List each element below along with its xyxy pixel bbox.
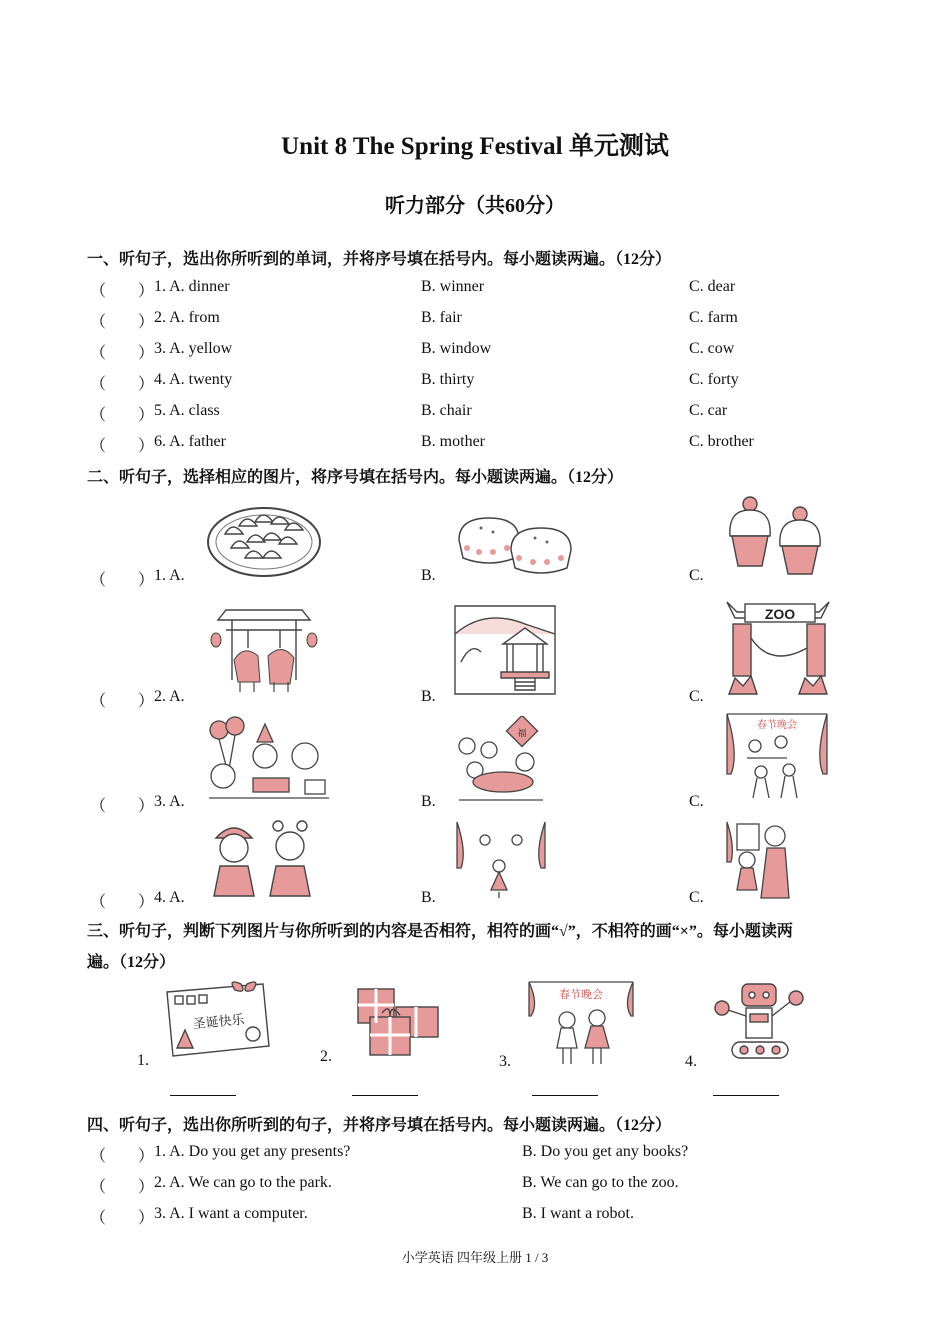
option-b: B. Do you get any books? [522,1143,689,1160]
option-b: B. chair [421,402,472,419]
zoo-sign-text: ZOO [764,606,796,622]
option-a: 3. A. I want a computer. [154,1205,308,1222]
gift-boxes-image [352,985,446,1059]
section3-heading-cont: 遍。（12分） [87,954,176,971]
option-a: 3. A. yellow [154,340,233,357]
gala-text: 春节晚会 [559,988,603,1001]
page-title: Unit 8 The Spring Festival 单元测试 [281,133,669,160]
option-a: 1. A. dinner [154,278,230,295]
option-b: B. thirty [421,371,475,388]
option-c: C. farm [689,309,738,326]
spring-gala-stage-image [725,712,829,804]
option-b: B. winner [421,278,485,295]
option-b-label: B. [421,567,436,584]
option-c: C. dear [689,278,736,295]
item-number: 4. [685,1053,697,1070]
option-c-label: C. [689,889,704,906]
option-b: B. fair [421,309,462,326]
answer-bracket[interactable]: （ ） [90,1210,155,1227]
section3-heading: 三、听句子，判断下列图片与你所听到的内容是否相符，相符的画“√”，不相符的画“×”。每小题读两 [87,923,793,940]
answer-blank[interactable] [713,1094,779,1096]
dumplings-plate-image [205,498,323,580]
option-b: B. window [421,340,492,357]
children-dancing-image [455,820,547,900]
christmas-card-image [163,978,275,1060]
robot-image [712,980,808,1064]
spring-gala-performers-image [527,980,635,1068]
answer-blank[interactable] [170,1094,236,1096]
option-b: B. We can go to the zoo. [522,1174,679,1191]
mooncakes-image [453,510,573,580]
lion-dance-temple-image [208,600,320,696]
answer-bracket[interactable]: （ ） [90,798,155,815]
answer-bracket[interactable]: （ ） [90,438,155,455]
park-pavilion-image [453,604,557,696]
answer-bracket[interactable]: （ ） [90,314,155,331]
option-b: B. I want a robot. [522,1205,634,1222]
answer-bracket[interactable]: （ ） [90,1179,155,1196]
section4-heading: 四、听句子，选出你所听到的句子，并将序号填在括号内。每小题读两遍。（12分） [87,1117,672,1134]
answer-bracket[interactable]: （ ） [90,283,155,300]
option-b-label: B. [421,688,436,705]
option-b-label: B. [421,793,436,810]
answer-blank[interactable] [532,1094,598,1096]
answer-blank[interactable] [352,1094,418,1096]
option-a: 6. A. father [154,433,226,450]
option-b: B. mother [421,433,485,450]
option-a-label: 2. A. [154,688,185,705]
option-c: C. brother [689,433,754,450]
item-number: 1. [137,1052,149,1069]
option-c-label: C. [689,793,704,810]
option-a-label: 4. A. [154,889,185,906]
option-c: C. car [689,402,728,419]
option-c-label: C. [689,688,704,705]
zoo-gate-image [725,598,831,698]
option-a: 4. A. twenty [154,371,233,388]
card-text: 圣诞快乐 [192,1012,246,1033]
fu-character: 福 [517,729,527,739]
family-dinner-image [455,716,547,802]
option-a: 2. A. from [154,309,220,326]
page-footer: 小学英语 四年级上册 1 / 3 [401,1250,549,1265]
answer-bracket[interactable]: （ ） [90,894,155,911]
option-b-label: B. [421,889,436,906]
cupcakes-image [722,492,828,578]
option-a: 5. A. class [154,402,220,419]
option-a-label: 1. A. [154,567,185,584]
item-number: 2. [320,1048,332,1065]
mother-and-child-image [725,820,809,902]
answer-bracket[interactable]: （ ） [90,572,155,589]
birthday-party-image [205,716,333,802]
section1-heading: 一、听句子，选出你所听到的单词，并将序号填在括号内。每小题读两遍。（12分） [87,251,672,268]
option-c: C. forty [689,371,739,388]
item-number: 3. [499,1053,511,1070]
answer-bracket[interactable]: （ ） [90,376,155,393]
children-greeting-image [208,818,316,898]
option-a: 2. A. We can go to the park. [154,1174,332,1191]
option-c-label: C. [689,567,704,584]
answer-bracket[interactable]: （ ） [90,407,155,424]
page-subtitle: 听力部分（共60分） [385,195,565,217]
answer-bracket[interactable]: （ ） [90,1148,155,1165]
answer-bracket[interactable]: （ ） [90,693,155,710]
option-a-label: 3. A. [154,793,185,810]
answer-bracket[interactable]: （ ） [90,345,155,362]
option-c: C. cow [689,340,735,357]
section2-heading: 二、听句子，选择相应的图片，将序号填在括号内。每小题读两遍。（12分） [87,469,624,486]
gala-sign-text: 春节晚会 [757,720,797,731]
option-a: 1. A. Do you get any presents? [154,1143,351,1160]
